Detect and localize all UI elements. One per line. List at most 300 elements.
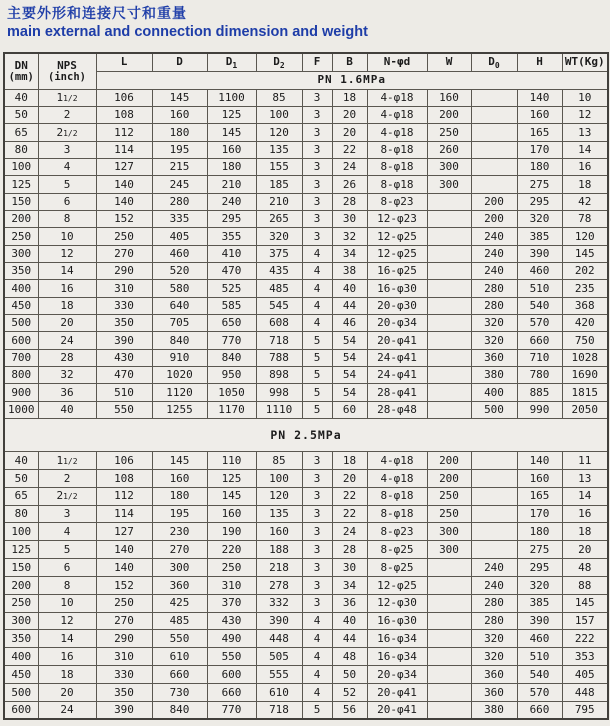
- table-cell: 185: [256, 176, 302, 193]
- table-cell: 16-φ34: [367, 648, 427, 666]
- table-row: [4, 505, 608, 523]
- table-cell: 135: [256, 141, 302, 158]
- table-cell: 28-φ41: [367, 384, 427, 401]
- table-cell: 80: [4, 141, 38, 158]
- table-cell: [427, 367, 471, 384]
- table-cell: 485: [152, 612, 207, 630]
- table-cell: 218: [256, 559, 302, 577]
- table-cell: 12-φ25: [367, 228, 427, 245]
- table-cell: [471, 487, 517, 505]
- table-cell: 270: [96, 245, 152, 262]
- table-cell: 78: [562, 210, 608, 227]
- table-cell: 12: [38, 612, 96, 630]
- table-cell: 2: [38, 106, 96, 123]
- table-row: [4, 297, 608, 314]
- table-cell: 145: [562, 594, 608, 612]
- table-cell: 54: [332, 384, 367, 401]
- table-cell: 295: [207, 210, 256, 227]
- table-cell: 170: [517, 505, 562, 523]
- table-cell: 640: [152, 297, 207, 314]
- table-cell: 180: [207, 158, 256, 175]
- table-cell: 300: [427, 176, 471, 193]
- table-cell: 8-φ25: [367, 559, 427, 577]
- table-cell: 410: [207, 245, 256, 262]
- table-cell: 22: [332, 141, 367, 158]
- table-cell: 16-φ30: [367, 280, 427, 297]
- table-cell: 120: [562, 228, 608, 245]
- table-cell: 4-φ18: [367, 106, 427, 123]
- table-row: [4, 401, 608, 418]
- table-cell: 1120: [152, 384, 207, 401]
- table-cell: 510: [96, 384, 152, 401]
- table-cell: 278: [256, 576, 302, 594]
- table-cell: 54: [332, 332, 367, 349]
- table-cell: 2: [38, 469, 96, 487]
- table-cell: 10: [562, 89, 608, 106]
- table-cell: 4: [302, 262, 332, 279]
- table-cell: 32: [38, 367, 96, 384]
- table-cell: 10: [38, 228, 96, 245]
- table-cell: 385: [517, 228, 562, 245]
- table-cell: 200: [471, 210, 517, 227]
- table-cell: [471, 141, 517, 158]
- table-cell: 150: [4, 193, 38, 210]
- table-cell: 332: [256, 594, 302, 612]
- table-cell: 310: [96, 280, 152, 297]
- table-cell: 8-φ18: [367, 158, 427, 175]
- table-cell: 355: [207, 228, 256, 245]
- table-cell: 1255: [152, 401, 207, 418]
- table-cell: 26: [332, 176, 367, 193]
- table-cell: 320: [256, 228, 302, 245]
- table-cell: 180: [517, 158, 562, 175]
- table-cell: 40: [332, 280, 367, 297]
- table-cell: 50: [4, 106, 38, 123]
- table-cell: 12-φ23: [367, 210, 427, 227]
- table-cell: 10: [38, 594, 96, 612]
- table-cell: 300: [152, 559, 207, 577]
- table-header: [4, 53, 608, 89]
- table-row: [4, 280, 608, 297]
- table-cell: 550: [207, 648, 256, 666]
- table-row: [4, 141, 608, 158]
- table-cell: 28-φ48: [367, 401, 427, 418]
- table-cell: 24: [38, 332, 96, 349]
- table-cell: 28: [38, 349, 96, 366]
- table-cell: 3: [302, 487, 332, 505]
- table-cell: 20-φ41: [367, 332, 427, 349]
- table-cell: 24: [38, 701, 96, 719]
- table-cell: 3: [302, 576, 332, 594]
- table-cell: [427, 210, 471, 227]
- table-cell: 430: [207, 612, 256, 630]
- table-cell: 390: [256, 612, 302, 630]
- table-cell: 360: [471, 684, 517, 702]
- table-cell: 80: [4, 505, 38, 523]
- table-cell: 140: [517, 89, 562, 106]
- table-cell: 470: [96, 367, 152, 384]
- table-cell: 600: [4, 701, 38, 719]
- table-cell: 20-φ34: [367, 314, 427, 331]
- table-cell: 12-φ30: [367, 594, 427, 612]
- table-cell: 885: [517, 384, 562, 401]
- table-cell: 330: [96, 297, 152, 314]
- table-cell: 770: [207, 701, 256, 719]
- table-row: [4, 210, 608, 227]
- table-cell: 3: [302, 523, 332, 541]
- table-cell: 135: [256, 505, 302, 523]
- table-row: [4, 612, 608, 630]
- table-cell: 125: [207, 106, 256, 123]
- table-cell: [471, 505, 517, 523]
- table-cell: 900: [4, 384, 38, 401]
- table-cell: 240: [471, 559, 517, 577]
- table-cell: 250: [427, 505, 471, 523]
- table-cell: 610: [152, 648, 207, 666]
- table-cell: 46: [332, 314, 367, 331]
- table-cell: 8-φ18: [367, 487, 427, 505]
- table-cell: [427, 314, 471, 331]
- table-cell: 160: [207, 141, 256, 158]
- table-cell: [471, 541, 517, 559]
- table-cell: 145: [562, 245, 608, 262]
- table-cell: 8-φ23: [367, 193, 427, 210]
- table-cell: 20: [332, 106, 367, 123]
- table-cell: 500: [4, 314, 38, 331]
- table-cell: 275: [517, 541, 562, 559]
- table-cell: 4: [302, 297, 332, 314]
- column-header-nps: NPS (inch): [38, 53, 96, 89]
- column-header-n-d: N-φd: [367, 53, 427, 71]
- table-cell: 240: [471, 228, 517, 245]
- table-cell: [427, 701, 471, 719]
- table-row: [4, 228, 608, 245]
- table-cell: 5: [302, 332, 332, 349]
- table-row: [4, 469, 608, 487]
- table-cell: 24: [332, 523, 367, 541]
- column-header-d0: $D_0$: [471, 53, 517, 71]
- table-cell: 18: [332, 89, 367, 106]
- table-cell: 5: [302, 349, 332, 366]
- table-cell: 20: [38, 684, 96, 702]
- table-cell: [471, 89, 517, 106]
- section-title-pn-2-5mpa: PN 2.5MPa: [4, 419, 608, 452]
- table-cell: 152: [96, 210, 152, 227]
- table-cell: [427, 630, 471, 648]
- table-cell: 200: [4, 576, 38, 594]
- table-cell: 22: [332, 487, 367, 505]
- table-cell: 100: [256, 106, 302, 123]
- table-row: [4, 541, 608, 559]
- table-cell: 14: [38, 630, 96, 648]
- table-cell: 200: [471, 193, 517, 210]
- table-cell: [471, 469, 517, 487]
- table-row: [4, 262, 608, 279]
- table-cell: 106: [96, 452, 152, 470]
- table-cell: 730: [152, 684, 207, 702]
- table-cell: [471, 124, 517, 141]
- table-cell: 21/2: [38, 124, 96, 141]
- table-cell: 108: [96, 106, 152, 123]
- table-cell: 610: [256, 684, 302, 702]
- table-body: [4, 89, 608, 719]
- table-cell: 1028: [562, 349, 608, 366]
- table-cell: 400: [4, 648, 38, 666]
- table-cell: 4: [302, 245, 332, 262]
- table-cell: 280: [471, 280, 517, 297]
- table-cell: 310: [96, 648, 152, 666]
- table-cell: 8-φ18: [367, 176, 427, 193]
- table-cell: 280: [471, 594, 517, 612]
- table-cell: 780: [517, 367, 562, 384]
- table-cell: 485: [256, 280, 302, 297]
- table-cell: 16-φ25: [367, 262, 427, 279]
- table-cell: 85: [256, 452, 302, 470]
- table-cell: 380: [471, 701, 517, 719]
- title-english: main external and connection dimension and weight: [7, 24, 368, 40]
- table-cell: 840: [152, 701, 207, 719]
- table-cell: 750: [562, 332, 608, 349]
- table-cell: 710: [517, 349, 562, 366]
- table-cell: 36: [38, 384, 96, 401]
- table-cell: 160: [207, 505, 256, 523]
- table-cell: 110: [207, 452, 256, 470]
- table-cell: 3: [302, 106, 332, 123]
- table-cell: 155: [256, 158, 302, 175]
- table-cell: 3: [302, 176, 332, 193]
- table-cell: 290: [96, 262, 152, 279]
- table-cell: 106: [96, 89, 152, 106]
- table-cell: 320: [517, 576, 562, 594]
- table-cell: 202: [562, 262, 608, 279]
- table-cell: 3: [302, 193, 332, 210]
- table-cell: 180: [152, 124, 207, 141]
- table-cell: 5: [38, 541, 96, 559]
- table-row: [4, 89, 608, 106]
- table-cell: 540: [517, 297, 562, 314]
- table-row: [4, 176, 608, 193]
- table-cell: 5: [38, 176, 96, 193]
- table-cell: 300: [427, 523, 471, 541]
- table-cell: 160: [256, 523, 302, 541]
- table-cell: [427, 228, 471, 245]
- table-cell: 12: [562, 106, 608, 123]
- table-cell: 32: [332, 228, 367, 245]
- table-cell: 40: [4, 452, 38, 470]
- table-cell: [471, 106, 517, 123]
- table-cell: 525: [207, 280, 256, 297]
- table-cell: 34: [332, 245, 367, 262]
- table-cell: 145: [152, 89, 207, 106]
- table-cell: 220: [207, 541, 256, 559]
- table-cell: 240: [471, 245, 517, 262]
- dimension-table: [3, 52, 609, 720]
- table-cell: 2050: [562, 401, 608, 418]
- table-cell: 18: [562, 176, 608, 193]
- table-cell: 430: [96, 349, 152, 366]
- table-cell: 448: [562, 684, 608, 702]
- table-cell: 38: [332, 262, 367, 279]
- table-cell: 330: [96, 666, 152, 684]
- table-row: [4, 193, 608, 210]
- table-cell: 28: [332, 193, 367, 210]
- table-cell: 520: [152, 262, 207, 279]
- table-cell: 350: [96, 684, 152, 702]
- table-cell: 4-φ18: [367, 469, 427, 487]
- table-cell: 660: [207, 684, 256, 702]
- table-cell: 100: [4, 523, 38, 541]
- table-cell: 360: [471, 349, 517, 366]
- table-cell: 950: [207, 367, 256, 384]
- table-cell: 310: [207, 576, 256, 594]
- table-cell: 460: [517, 262, 562, 279]
- table-cell: [427, 612, 471, 630]
- table-cell: 260: [427, 141, 471, 158]
- table-cell: 3: [302, 505, 332, 523]
- table-cell: 1110: [256, 401, 302, 418]
- table-cell: 580: [152, 280, 207, 297]
- table-cell: 898: [256, 367, 302, 384]
- table-cell: 3: [302, 541, 332, 559]
- table-cell: 510: [517, 280, 562, 297]
- table-cell: 510: [517, 648, 562, 666]
- column-header-w: W: [427, 53, 471, 71]
- table-cell: 40: [38, 401, 96, 418]
- column-header-d2: $D_2$: [256, 53, 302, 71]
- table-cell: 570: [517, 314, 562, 331]
- table-cell: 800: [4, 367, 38, 384]
- table-cell: 490: [207, 630, 256, 648]
- table-cell: 42: [562, 193, 608, 210]
- table-cell: 300: [427, 541, 471, 559]
- table-cell: 3: [302, 594, 332, 612]
- table-row: [4, 594, 608, 612]
- table-cell: 300: [427, 158, 471, 175]
- table-cell: 3: [302, 210, 332, 227]
- table-cell: 300: [4, 612, 38, 630]
- table-cell: 190: [207, 523, 256, 541]
- table-cell: 120: [256, 124, 302, 141]
- table-cell: 20: [562, 541, 608, 559]
- table-cell: 375: [256, 245, 302, 262]
- table-cell: 108: [96, 469, 152, 487]
- table-cell: 120: [256, 487, 302, 505]
- column-header-h: H: [517, 53, 562, 71]
- table-cell: [427, 684, 471, 702]
- table-cell: 127: [96, 523, 152, 541]
- table-cell: 425: [152, 594, 207, 612]
- table-cell: 165: [517, 124, 562, 141]
- table-cell: 295: [517, 193, 562, 210]
- table-row: [4, 576, 608, 594]
- table-cell: 8-φ25: [367, 541, 427, 559]
- table-cell: 450: [4, 297, 38, 314]
- table-cell: 1170: [207, 401, 256, 418]
- column-header-b: B: [332, 53, 367, 71]
- table-cell: 165: [517, 487, 562, 505]
- table-cell: 335: [152, 210, 207, 227]
- table-row: [4, 630, 608, 648]
- table-row: [4, 487, 608, 505]
- table-cell: 5: [302, 367, 332, 384]
- table-cell: 4: [302, 630, 332, 648]
- table-cell: 4: [302, 684, 332, 702]
- table-cell: 718: [256, 701, 302, 719]
- table-cell: 230: [152, 523, 207, 541]
- table-cell: 240: [471, 576, 517, 594]
- table-cell: 160: [427, 89, 471, 106]
- table-cell: 250: [96, 228, 152, 245]
- table-cell: 660: [517, 332, 562, 349]
- table-cell: 16: [38, 648, 96, 666]
- table-cell: 500: [4, 684, 38, 702]
- table-cell: 320: [471, 630, 517, 648]
- table-cell: 405: [152, 228, 207, 245]
- table-cell: 20-φ30: [367, 297, 427, 314]
- table-cell: 200: [427, 106, 471, 123]
- table-cell: 18: [38, 666, 96, 684]
- table-cell: 320: [471, 648, 517, 666]
- table-cell: 4: [38, 158, 96, 175]
- table-cell: 44: [332, 630, 367, 648]
- table-cell: 195: [152, 505, 207, 523]
- table-cell: 30: [332, 210, 367, 227]
- column-header-f: F: [302, 53, 332, 71]
- table-cell: [471, 158, 517, 175]
- table-cell: 235: [562, 280, 608, 297]
- table-row: [4, 314, 608, 331]
- table-cell: 660: [517, 701, 562, 719]
- table-cell: 3: [302, 158, 332, 175]
- table-cell: 3: [302, 141, 332, 158]
- table-cell: 4-φ18: [367, 452, 427, 470]
- table-cell: 145: [152, 452, 207, 470]
- table-cell: 240: [207, 193, 256, 210]
- table-cell: 300: [4, 245, 38, 262]
- table-cell: 160: [517, 469, 562, 487]
- table-cell: 12-φ25: [367, 245, 427, 262]
- table-cell: 4-φ18: [367, 124, 427, 141]
- table-cell: 470: [207, 262, 256, 279]
- table-cell: 353: [562, 648, 608, 666]
- title-chinese: 主要外形和连接尺寸和重量: [7, 6, 187, 22]
- table-cell: 16: [562, 505, 608, 523]
- table-cell: 145: [207, 487, 256, 505]
- table-cell: [427, 280, 471, 297]
- table-cell: 4: [302, 314, 332, 331]
- table-cell: 460: [517, 630, 562, 648]
- table-cell: 390: [96, 332, 152, 349]
- table-cell: 280: [152, 193, 207, 210]
- table-cell: 16: [562, 158, 608, 175]
- table-cell: 160: [517, 106, 562, 123]
- table-cell: [471, 176, 517, 193]
- table-cell: 1020: [152, 367, 207, 384]
- table-cell: 545: [256, 297, 302, 314]
- table-cell: 380: [471, 367, 517, 384]
- table-cell: 585: [207, 297, 256, 314]
- table-cell: 8-φ18: [367, 505, 427, 523]
- table-cell: 24-φ41: [367, 367, 427, 384]
- table-cell: 350: [4, 630, 38, 648]
- table-cell: 50: [4, 469, 38, 487]
- table-cell: 240: [471, 262, 517, 279]
- table-cell: 200: [427, 452, 471, 470]
- table-cell: 170: [517, 141, 562, 158]
- table-cell: 20-φ41: [367, 684, 427, 702]
- table-cell: 8-φ23: [367, 523, 427, 541]
- table-cell: [427, 332, 471, 349]
